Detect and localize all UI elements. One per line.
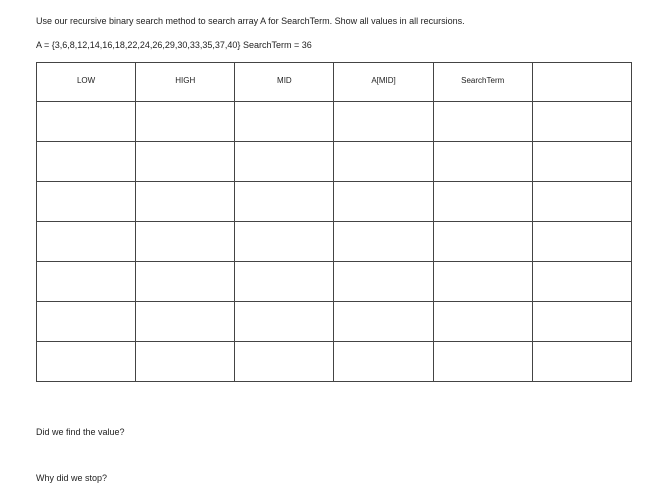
header-a-mid: A[MID] (334, 63, 433, 102)
table-cell[interactable] (136, 262, 235, 302)
table-cell[interactable] (136, 302, 235, 342)
table-cell[interactable] (235, 222, 334, 262)
table-cell[interactable] (334, 142, 433, 182)
table-cell[interactable] (235, 342, 334, 382)
table-cell[interactable] (334, 342, 433, 382)
table-cell[interactable] (433, 142, 532, 182)
table-cell[interactable] (37, 142, 136, 182)
table-row (37, 342, 632, 382)
header-high: HIGH (136, 63, 235, 102)
table-cell[interactable] (433, 102, 532, 142)
table-cell[interactable] (532, 302, 631, 342)
table-cell[interactable] (433, 262, 532, 302)
table-cell[interactable] (334, 102, 433, 142)
table-cell[interactable] (334, 302, 433, 342)
table-cell[interactable] (532, 182, 631, 222)
recursion-table (36, 62, 632, 382)
table-cell[interactable] (37, 222, 136, 262)
table-cell[interactable] (235, 182, 334, 222)
table-row (37, 222, 632, 262)
table-cell[interactable] (136, 222, 235, 262)
table-cell[interactable] (532, 342, 631, 382)
header-blank (532, 63, 631, 102)
table-cell[interactable] (433, 222, 532, 262)
table-cell[interactable] (334, 262, 433, 302)
table-cell[interactable] (37, 302, 136, 342)
table-cell[interactable] (136, 182, 235, 222)
table-cell[interactable] (433, 182, 532, 222)
table-row (37, 262, 632, 302)
table-cell[interactable] (532, 142, 631, 182)
table-cell[interactable] (532, 102, 631, 142)
table-cell[interactable] (334, 182, 433, 222)
table-cell[interactable] (136, 342, 235, 382)
table-cell[interactable] (532, 262, 631, 302)
table-header-row (37, 63, 632, 102)
table-cell[interactable] (235, 102, 334, 142)
table-row (37, 182, 632, 222)
table-cell[interactable] (235, 142, 334, 182)
question-found-value: Did we find the value? (36, 427, 125, 437)
table-cell[interactable] (136, 102, 235, 142)
table-cell[interactable] (433, 342, 532, 382)
table-row (37, 302, 632, 342)
table-cell[interactable] (37, 182, 136, 222)
table-cell[interactable] (235, 262, 334, 302)
header-mid: MID (235, 63, 334, 102)
table-cell[interactable] (433, 302, 532, 342)
table-cell[interactable] (334, 222, 433, 262)
array-definition: A = {3,6,8,12,14,16,18,22,24,26,29,30,33,35,37,40} SearchTerm = 36 (36, 40, 312, 50)
header-low: LOW (37, 63, 136, 102)
header-search-term: SearchTerm (433, 63, 532, 102)
table-cell[interactable] (37, 102, 136, 142)
instructions-text: Use our recursive binary search method to search array A for SearchTerm. Show all values in all recursions. (36, 16, 465, 26)
table-row (37, 142, 632, 182)
table-row (37, 102, 632, 142)
table-cell[interactable] (37, 342, 136, 382)
table-cell[interactable] (235, 302, 334, 342)
table-cell[interactable] (37, 262, 136, 302)
question-why-stop: Why did we stop? (36, 473, 108, 483)
table-cell[interactable] (532, 222, 631, 262)
table-cell[interactable] (136, 142, 235, 182)
